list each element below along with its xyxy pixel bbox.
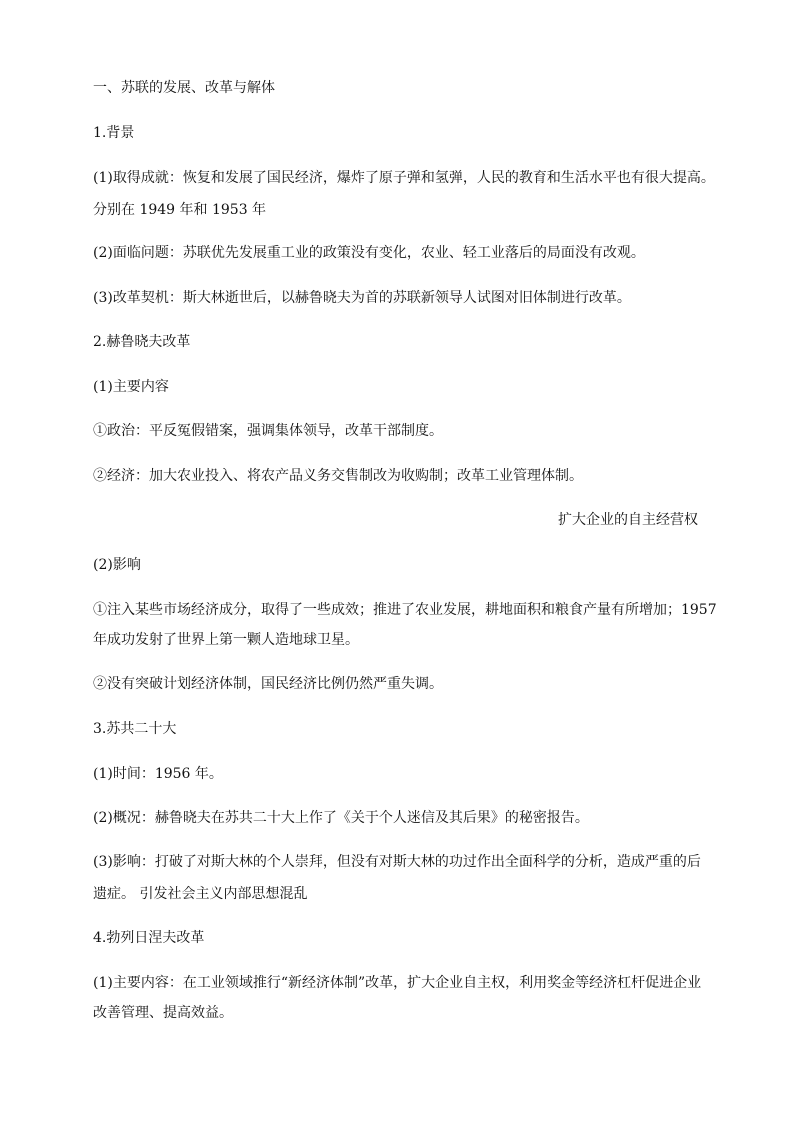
impact-item1-line2: 年成功发射了世界上第一颗人造地球卫星。 [93,632,359,648]
subsection-title-background: 1.背景 [93,125,135,141]
impact-item1-line1: ①注入某些市场经济成分，取得了一些成效；推进了农业发展，耕地面积和粮食产量有所增加；1957 [93,602,717,618]
paragraph-time: (1)时间：1956 年。 [93,766,223,782]
paragraph-reform-opportunity: (3)改革契机：斯大林逝世后，以赫鲁晓夫为首的苏联新领导人试图对旧体制进行改革。 [93,290,631,306]
paragraph-brezhnev-content-line1: (1)主要内容：在工业领域推行“新经济体制”改革，扩大企业自主权，利用奖金等经济杠杆促进企业 [93,975,702,991]
paragraph-overview: (2)概况：赫鲁晓夫在苏共二十大上作了《关于个人迷信及其后果》的秘密报告。 [93,810,589,826]
paragraph-achievements-line2: 分别在 1949 年和 1953 年 [93,202,267,218]
subheading-main-content: (1)主要内容 [93,379,169,395]
list-item-economy: ②经济：加大农业投入、将农产品义务交售制改为收购制；改革工业管理体制。 [93,468,583,484]
paragraph-impact-line2: 遗症。 引发社会主义内部思想混乱 [93,886,308,902]
paragraph-achievements-line1: (1)取得成就：恢复和发展了国民经济，爆炸了原子弹和氢弹，人民的教育和生活水平也有很大提高。 [93,170,715,186]
subsection-title-20th-congress: 3.苏共二十大 [93,721,177,737]
list-item-politics: ①政治：平反冤假错案，强调集体领导，改革干部制度。 [93,423,443,439]
paragraph-brezhnev-content-line2: 改善管理、提高效益。 [93,1005,233,1021]
subsection-title-brezhnev-reform: 4.勃列日涅夫改革 [93,930,205,946]
subheading-impact: (2)影响 [93,557,141,573]
subsection-title-khrushchev-reform: 2.赫鲁晓夫改革 [93,334,191,350]
paragraph-impact-line1: (3)影响：打破了对斯大林的个人崇拜，但没有对斯大林的功过作出全面科学的分析，造成严重的后 [93,854,701,870]
paragraph-problems: (2)面临问题：苏联优先发展重工业的政策没有变化，农业、轻工业落后的局面没有改观。 [93,245,645,261]
section-heading: 一、苏联的发展、改革与解体 [93,80,275,96]
impact-item2: ②没有突破计划经济体制，国民经济比例仍然严重失调。 [93,676,443,692]
handwritten-note-autonomy: 扩大企业的自主经营权 [558,512,698,528]
